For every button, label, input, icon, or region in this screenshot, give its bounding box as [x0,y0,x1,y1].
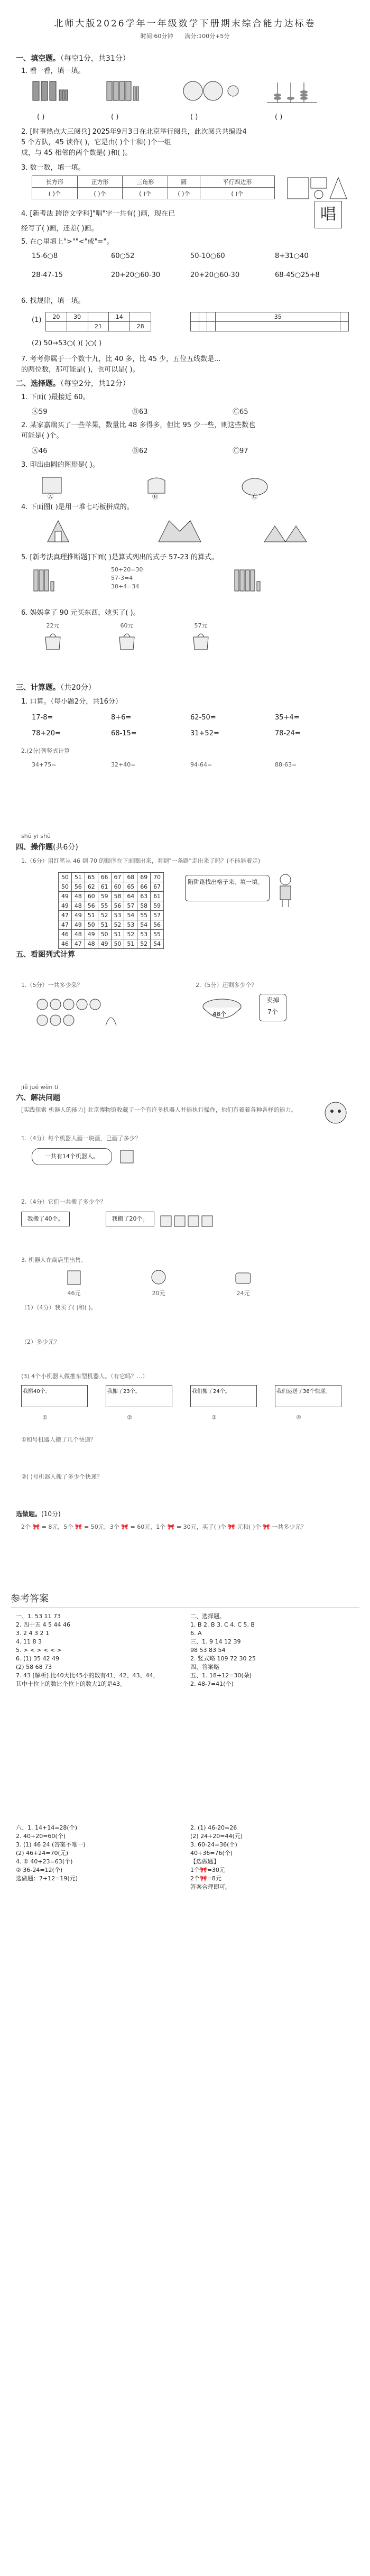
grid-cell[interactable]: 64 [124,892,137,901]
child-figure [275,872,296,909]
q4-1: 1.（6分）用红笔从 46 到 70 的顺序在下面圈出来，看到"一条路"走出来了吗？(不能斜着走) [21,857,261,864]
grid-cell[interactable]: 56 [151,920,164,930]
q5-1: 1.（5分）一共多少朵？ [21,982,83,989]
section-4-heading: 四、操作题(共6分) [16,843,78,852]
answers-divider [11,1607,359,1608]
q1-6: 6. 找规律，填一填。 [21,297,85,305]
item-bag-2: 60元 [116,621,137,653]
grid-row [59,911,164,920]
section-1-heading: 一、填空题。（每空1分，共31分） [16,54,130,63]
answer-line: (2) 46+24=70(元) [16,1850,69,1857]
grid-cell[interactable]: 69 [137,873,151,882]
answer-line: 五、1. 18+12=30(朵) [190,1672,252,1679]
flowers-picture [32,994,122,1036]
grid-cell[interactable]: 51 [85,911,98,920]
oral-calc: 17-8= 8+6= 62-50= 35+4= 78+20= 68-15= 31+52= 78-24= [32,714,301,737]
grid-cell[interactable]: 67 [111,873,124,882]
q6-2-bubble-a: 我搬了40个。 [21,1212,70,1226]
grid-cell[interactable]: 54 [151,939,164,949]
compare-items: 15-6○8 60○52 50-10○60 8+31○40 28-47-15 20+20○60-30 20+20○60-30 68-45○25+8 [32,252,320,279]
answer-line: 2. 48-7=41(个) [190,1681,234,1687]
exam-title: 北师大版2026学年一年级数学下册期末综合能力达标卷 [54,19,316,29]
answer-line: 6. A [190,1630,202,1637]
q1-2: 2. [时事热点大三阅兵] 2025年9月3日在北京举行阅兵，此次阅兵共编设4 5 个方队，45 读作( )，它是由( )个十和( )个一组 成，与 45 相邻的两个数是( )和( )。 [21,128,247,157]
answer-line: 40+36=76(个) [190,1850,233,1857]
grid-cell[interactable]: 70 [151,873,164,882]
q2-6: 6. 妈妈拿了 90 元买东西，她买了( )。 [21,609,140,617]
answers-left-2 [16,1824,174,1883]
grid-cell[interactable]: 52 [124,930,137,939]
q1-1: 1. 看一看，填一填。 [21,67,85,75]
answer-line: 1个🎀=30元 [190,1867,225,1873]
grid-cell[interactable]: 60 [85,892,98,901]
grid-cell[interactable]: 48 [85,939,98,949]
q6-3-shop: 3. 机器人在商店里出售。 [21,1257,87,1263]
bowl-picture: 48个 [201,994,243,1026]
grid-cell[interactable]: 51 [71,873,85,882]
answers-right-2 [190,1824,349,1891]
grid-cell[interactable]: 57 [124,901,137,911]
answer-line: 3. 60-24=36(个) [190,1841,237,1848]
q6-4-b: ②( )号机器人搬了多少个快递？ [21,1473,103,1480]
grid-row [59,901,164,911]
answer-line: 三、1. 9 14 12 39 [190,1638,241,1645]
grid-cell[interactable]: 59 [98,892,111,901]
number-grid[interactable] [58,872,164,949]
figure-a-box [42,477,61,493]
grid-cell[interactable]: 66 [137,882,151,892]
section-4-pinyin: shŭ yi shŭ [21,833,51,839]
counting-pictures [32,79,349,111]
q2-4: 4. 下面图( )是用一堆七巧板拼成的。 [21,503,134,511]
grid-cell[interactable]: 55 [98,901,111,911]
flower-picture [182,79,240,105]
answer-line: (2) 58 68 73 [16,1664,52,1670]
grid-cell[interactable]: 49 [59,892,72,901]
abacus-sticks-picture [32,79,74,105]
item-bag-1: 22元 [42,621,63,653]
answers-heading: 参考答案 [11,1593,49,1604]
answer-line: 2个🎀=8元 [190,1875,221,1882]
character-box: 唱 [314,201,342,228]
sold-sign: 卖掉 7个 [259,994,286,1021]
grid-cell[interactable]: 56 [111,901,124,911]
shapes-figure [285,176,349,201]
grid-cell[interactable]: 50 [59,882,72,892]
q6-2-bubble-b: 我搬了20个。 [106,1212,154,1226]
grid-cell[interactable]: 50 [59,873,72,882]
q6-1-bubble: 一共有14个机器人。 [32,1148,112,1165]
answer-line: 答案合理即可。 [190,1883,231,1890]
q6-2: 2.（4分）它们一共搬了多少个？ [21,1198,106,1205]
bonus-question: 2个 🎀 = 8元，5个 🎀 = 50元，3个 🎀 = 60元，1个 🎀 = 30元，买了( )个 🎀 元和( )个 🎀 一共多少元？ [21,1524,307,1530]
q6-1: 1.（4分）每个机器人画一块画，已画了多少？ [21,1135,141,1142]
shop-items [42,1269,307,1300]
answer-line: 选做题：7+12=19(元) [16,1875,78,1882]
answer-line: 2. 40+20=60(个) [16,1833,66,1840]
grid-cell[interactable]: 58 [137,901,151,911]
grid-row [59,882,164,892]
answer-line: 2. 四十五 4 5 44 46 [16,1621,70,1628]
grid-cell[interactable]: 54 [124,911,137,920]
q2-3: 3. 印出由圆的图形是( )。 [21,461,99,469]
grid-cell[interactable]: 46 [59,930,72,939]
grid-cell[interactable]: 55 [151,930,164,939]
answer-line: ② 36-24=12(个) [16,1867,63,1873]
grid-cell[interactable]: 52 [137,939,151,949]
grid-cell[interactable]: 46 [59,939,72,949]
grid-cell[interactable]: 59 [151,901,164,911]
grid-cell[interactable]: 61 [98,882,111,892]
section-6-intro: [实践探索 机器人的能力] 北京博物馆收藏了一个有许多机器人并能执行操作，他们有着着各种各样的能力。 [21,1106,297,1113]
answer-line: 6. (1) 35 42 49 [16,1655,60,1662]
item-bag-3: 57元 [190,621,211,653]
svg-text:Ⓒ: Ⓒ [252,493,257,500]
grid-cell[interactable]: 66 [98,873,111,882]
q2-6-items [32,621,349,663]
answers-left-1 [16,1612,174,1688]
figure-b-jar [148,478,165,493]
shop-item-3: 24元 [233,1269,254,1297]
grid-cell[interactable]: 61 [151,892,164,901]
robot-icon-2 [116,1146,137,1167]
q1-7: 7. 考考你属于一个数十九，比 40 多，比 45 少，五位五线数是... 的两位数，那可能是( )，也可以是( )。 [21,355,221,374]
grid-cell[interactable]: 52 [111,920,124,930]
answer-line: 2. (1) 46-20=26 [190,1824,237,1831]
grid-cell[interactable]: 48 [71,892,85,901]
answer-line: 六、1. 14+14=28(个) [16,1824,77,1831]
bundles-picture [106,79,148,105]
grid-cell[interactable]: 53 [137,930,151,939]
grid-row [59,873,164,882]
q1-5: 5. 在○里填上">""<"或"="。 [21,238,114,246]
q2-4-figures [32,515,328,549]
counter-picture [264,79,322,107]
answer-line: 4. 11 8 3 [16,1638,42,1645]
answer-line: 【选做题】 [190,1858,219,1865]
q3-2: 2.(2分)列竖式计算 [21,747,70,754]
section-6-heading: 六、解决问题 [16,1094,60,1102]
grid-cell[interactable]: 47 [71,939,85,949]
boxes-picture [159,1211,233,1232]
grid-cell[interactable]: 65 [85,873,98,882]
shapes-count-table: 长方形 正方形 三角形 圆 平行四边形 ( )个 ( )个 ( )个 ( )个 ( )个 [32,176,275,199]
grid-cell[interactable]: 53 [111,911,124,920]
grid-cell[interactable]: 48 [71,901,85,911]
answer-line: 四、答案略 [190,1664,219,1670]
q6-3-1: （1）（4分）我买了( )和( )。 [21,1304,97,1311]
grid-cell[interactable]: 47 [59,920,72,930]
q6-3-2: （2）多少元？ [21,1338,60,1345]
answer-line: 一、1. 53 11 73 [16,1613,61,1620]
answer-line: 2. 竖式略 109 72 30 25 [190,1655,256,1662]
section-5-heading: 五、看图列式计算 [16,950,75,959]
q6-4-robots: 我搬40个。 我搬了23个。 我们搬了24个。 我们运送了36个快递。 ① ② ③ ④ [21,1385,349,1427]
q2-5-options [32,566,349,603]
svg-text:Ⓑ: Ⓑ [152,493,158,500]
grid-cell[interactable]: 60 [111,882,124,892]
section-7-heading: 选做题。(10分) [16,1510,61,1518]
grid-cell[interactable]: 56 [85,901,98,911]
answer-line: 98 53 83 54 [190,1647,226,1654]
number-grid-area [58,872,164,949]
section-6-pinyin: jiě jué wèn tí [21,1084,59,1091]
exam-meta: 时间:60分钟 满分:100分+5分 [140,33,230,40]
q5-2: 2.（5分）还剩多少个？ [196,982,257,989]
grid-cell[interactable]: 57 [151,911,164,920]
grid-cell[interactable]: 51 [98,920,111,930]
grid-cell[interactable]: 49 [59,901,72,911]
section-2-heading: 二、选择题。（每空2分，共12分） [16,380,130,388]
grid-cell[interactable]: 53 [124,920,137,930]
grid-cell[interactable]: 47 [59,911,72,920]
q2-1: 1. 下面( )最接近 60。 [21,393,90,401]
grid-cell[interactable]: 55 [137,911,151,920]
svg-text:Ⓐ: Ⓐ [48,493,53,500]
q1-3: 3. 数一数，填一填。 [21,164,85,172]
grid-cell[interactable]: 49 [71,920,85,930]
grid-cell[interactable]: 48 [71,930,85,939]
grid-cell[interactable]: 49 [71,911,85,920]
answer-line: 7. 43 [解析] 比40大比45小的数有41、42、43、44， [16,1672,159,1679]
shapes-table-area [32,176,275,199]
grid-cell[interactable]: 54 [137,920,151,930]
grid-row [59,939,164,949]
grid-cell[interactable]: 51 [111,930,124,939]
grid-cell[interactable]: 50 [85,920,98,930]
answer-line: 4. ① 40+23=63(个) [16,1858,73,1865]
grid-cell[interactable]: 67 [151,882,164,892]
grid-cell[interactable]: 65 [124,882,137,892]
pattern-row-2: (2) 50→53○( )( )○( ) [32,339,102,347]
answer-line: (2) 24+20=44(元) [190,1833,243,1840]
grid-cell[interactable]: 49 [98,939,111,949]
grid-cell[interactable]: 63 [137,892,151,901]
answer-line: 二、选择题。 [190,1613,225,1620]
grid-cell[interactable]: 50 [111,939,124,949]
q1-4: 4. [新考法 跨语文学科]"唱"字一共有( )画，现在已 经写了( )画，还差( )画。 [21,210,175,233]
answer-line: 1. B 2. B 3. C 4. C 5. B [190,1621,255,1628]
q6-4: (3) 4个小机器人做推车型机器人。（有它吗？...） [21,1373,149,1380]
grid-cell[interactable]: 51 [124,939,137,949]
q2-5-equations: 50+20=30 57-3=4 30+4=34 [111,566,143,590]
answer-line: 3. (1) 46 24 (答案不唯一) [16,1841,86,1848]
q6-4-a: ①和号机器人搬了几个快递？ [21,1436,96,1443]
answer-line: 5. > < > < < > [16,1647,62,1654]
grid-cell[interactable]: 58 [111,892,124,901]
grid-row [59,930,164,939]
answers-right-1 [190,1612,349,1688]
answer-line: 其中十位上的数比个位上的数大1的是43。 [16,1681,126,1687]
grid-cell[interactable]: 68 [124,873,137,882]
hint-bubble: 陷阱路找出格子来，填一填。 [185,875,270,901]
grid-cell[interactable]: 50 [98,930,111,939]
q3-1: 1. 口算。（每小题2分，共16分） [21,698,122,706]
q2-3-figures [32,473,328,502]
q2-2: 2. 某家嘉瑞买了一些苹果，数量比 48 多得多，但比 95 少一些，则这些数也 可能是( )个。 [21,421,256,440]
section-3-heading: 三、计算题。（共20分） [16,684,96,692]
q2-5: 5. [新考法真理推断题]下面( )是算式列出的式子 57-23 的算式。 [21,553,218,561]
robot-icon [322,1100,349,1126]
grid-row [59,920,164,930]
grid-cell[interactable]: 52 [98,911,111,920]
shop-item-2: 20元 [148,1269,169,1297]
shop-item-1: 46元 [63,1269,85,1297]
grid-row [59,892,164,901]
grid-cell[interactable]: 56 [71,882,85,892]
grid-cell[interactable]: 49 [85,930,98,939]
grid-cell[interactable]: 62 [85,882,98,892]
answer-line: 3. 2 4 3 2 1 [16,1630,49,1637]
